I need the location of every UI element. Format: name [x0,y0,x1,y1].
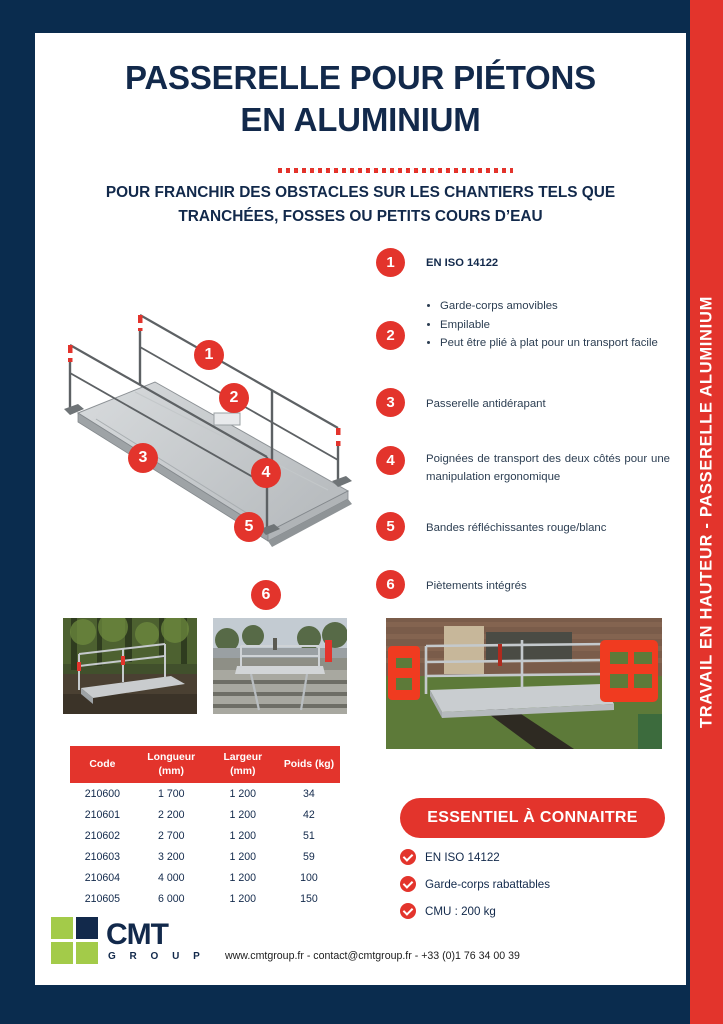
logo-square-green-br [76,942,98,964]
feature-bullets-2 [426,298,676,353]
feature-badge-5: 5 [376,512,405,541]
title-divider-dots [278,168,513,173]
cell-code: 210602 [70,825,135,846]
feature-text-4: Poignées de transport des deux côtés pour une manipulation ergonomique [426,453,670,484]
content-card [35,33,686,985]
cell-longueur: 2 700 [135,825,208,846]
feature-badge-3: 3 [376,388,405,417]
photo-trench-crossing [386,618,662,749]
feature-item-1 [376,248,676,294]
feature-text-1: EN ISO 14122 [426,257,499,269]
product-illustration [60,285,380,585]
essentiel-pill: ESSENTIEL À CONNAITRE [400,798,665,838]
logo-wordmark: CMT [106,918,168,951]
essentiel-label: CMU : 200 kg [425,904,496,918]
cell-poids: 34 [278,783,340,804]
illustration-callout-3: 3 [128,443,158,473]
illustration-callout-5: 5 [234,512,264,542]
cell-code: 210605 [70,888,135,909]
illustration-callout-4: 4 [251,458,281,488]
essentiel-label: EN ISO 14122 [425,850,500,864]
cell-longueur: 1 700 [135,783,208,804]
cell-largeur: 1 200 [208,804,278,825]
specification-table [70,746,340,909]
cell-poids: 150 [278,888,340,909]
feature-item-6 [376,570,676,614]
page-title [35,57,686,141]
logo-square-green-tl [51,917,73,939]
cell-largeur: 1 200 [208,888,278,909]
cell-code: 210603 [70,846,135,867]
feature-text-6: Piètements intégrés [426,580,527,592]
vertical-category-bar [690,0,723,1024]
logo-subtext: G R O U P [108,951,206,962]
check-circle-icon [400,876,416,892]
cmt-logo [51,917,211,975]
cell-longueur: 6 000 [135,888,208,909]
feature-text-3: Passerelle antidérapant [426,398,546,410]
title-line-1: PASSERELLE POUR PIÉTONS [125,59,596,96]
cell-code: 210601 [70,804,135,825]
page-subtitle: POUR FRANCHIR DES OBSTACLES SUR LES CHANTIERS TELS QUE TRANCHÉES, FOSSES OU PETITS COURS D’EAU [105,184,616,225]
check-circle-icon [400,903,416,919]
cell-largeur: 1 200 [208,846,278,867]
essentiel-item [400,876,665,892]
feature-bullet: • Empilable [440,317,676,335]
photo-railway-crossing [213,618,347,714]
walkway-3d-drawing [60,285,380,585]
illustration-callout-6: 6 [251,580,281,610]
check-circle-icon [400,849,416,865]
cell-largeur: 1 200 [208,783,278,804]
table-header-row [70,746,340,783]
essentiel-label: Garde-corps rabattables [425,877,551,891]
essentiel-item [400,903,665,919]
cell-poids: 59 [278,846,340,867]
essentiel-item [400,849,665,865]
essentiel-section [400,798,665,919]
table-col-largeur: Largeur (mm) [208,746,278,783]
feature-badge-2: 2 [376,321,405,350]
feature-item-5 [376,512,676,566]
cell-code: 210600 [70,783,135,804]
illustration-callout-1: 1 [194,340,224,370]
table-col-longueur: Longueur (mm) [135,746,208,783]
feature-badge-4: 4 [376,446,405,475]
table-col-code: Code [70,746,135,783]
logo-square-green-bl [51,942,73,964]
feature-badge-1: 1 [376,248,405,277]
contact-line: www.cmtgroup.fr - contact@cmtgroup.fr - +33 (0)1 76 34 00 39 [225,950,520,962]
feature-bullet: • Garde-corps amovibles [440,298,676,316]
cell-largeur: 1 200 [208,867,278,888]
cell-longueur: 2 200 [135,804,208,825]
cell-poids: 51 [278,825,340,846]
feature-list [376,248,676,618]
feature-item-2 [376,298,676,384]
table-col-poids: Poids (kg) [278,746,340,783]
table-row [70,888,340,909]
logo-square-navy-tr [76,917,98,939]
feature-item-4 [376,446,676,508]
title-line-2: EN ALUMINIUM [240,101,481,139]
cell-largeur: 1 200 [208,825,278,846]
feature-item-3 [376,388,676,442]
table-row [70,783,340,804]
cell-longueur: 3 200 [135,846,208,867]
table-row [70,867,340,888]
cell-poids: 100 [278,867,340,888]
vertical-category-label: TRAVAIL EN HAUTEUR - PASSERELLE ALUMINIUM [697,295,715,729]
feature-text-5: Bandes réfléchissantes rouge/blanc [426,522,607,534]
table-row [70,846,340,867]
photo-forest-footbridge [63,618,197,714]
cell-code: 210604 [70,867,135,888]
cell-poids: 42 [278,804,340,825]
table-row [70,804,340,825]
feature-bullet: • Peut être plié à plat pour un transport facile [440,335,676,353]
cell-longueur: 4 000 [135,867,208,888]
illustration-callout-2: 2 [219,383,249,413]
table-row [70,825,340,846]
feature-badge-6: 6 [376,570,405,599]
